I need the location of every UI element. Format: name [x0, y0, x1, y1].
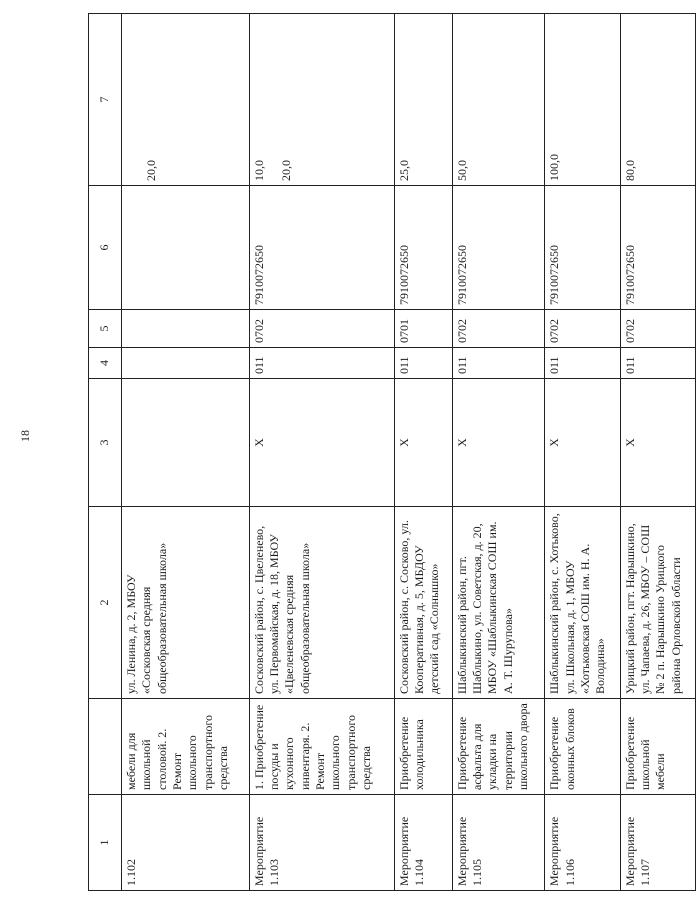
amount-value: 20,0	[278, 160, 293, 181]
code-011: 011	[620, 348, 695, 379]
code-011: 011	[545, 348, 620, 379]
address: Сосковский район, с. Сосково, ул. Кооперативная, д. 5, МБДОУ детский сад «Солнышко»	[394, 507, 452, 699]
amounts	[545, 14, 620, 186]
row-id: Мероприятие 1.105	[452, 795, 545, 891]
address: ул. Ленина, д. 2, МБОУ «Сосковская средняя общеобразовательная школа»	[122, 507, 250, 699]
activity-description: Приобретение оконных блоков	[545, 699, 620, 795]
row-id: Мероприятие 1.104	[394, 795, 452, 891]
row-id: Мероприятие 1.106	[545, 795, 620, 891]
table-row	[249, 14, 394, 891]
row-id: 1.102	[122, 795, 250, 891]
rotated-page-content	[88, 14, 696, 891]
amount-value: 10,0	[251, 160, 266, 181]
amounts	[394, 14, 452, 186]
row-id: Мероприятие 1.107	[620, 795, 695, 891]
activity-description: Приобретение асфальта для укладки на территории школьного двора	[452, 699, 545, 795]
section-code: 0702	[249, 310, 394, 348]
amount-value: 50,0	[454, 160, 469, 181]
target-article: 7910072650	[545, 186, 620, 310]
mark-x: Х	[452, 379, 545, 507]
col-header-7: 7	[89, 14, 122, 186]
address: Урицкий район, пгт. Нарышкино, ул. Чапаева, д. 26, МБОУ – СОШ № 2 п. Нарышкино Урицкого района Орловской области	[620, 507, 695, 699]
target-article	[122, 186, 250, 310]
amounts	[452, 14, 545, 186]
activity-description: Приобретение холодильника	[394, 699, 452, 795]
amounts	[122, 14, 250, 186]
header-row	[89, 14, 122, 891]
activity-description: 1. Приобретение посуды и кухонного инвентаря. 2. Ремонт школьного транспортного средства	[249, 699, 394, 795]
mark-x: Х	[249, 379, 394, 507]
col-header-1: 1	[89, 795, 122, 891]
budget-table	[88, 13, 696, 891]
address: Сосковский район, с. Цвеленево, ул. Первомайская, д. 18, МБОУ «Цвеленевская средняя общеобразовательная школа»	[249, 507, 394, 699]
target-article: 7910072650	[620, 186, 695, 310]
code-011: 011	[452, 348, 545, 379]
section-code: 0701	[394, 310, 452, 348]
section-code	[122, 310, 250, 348]
section-code: 0702	[545, 310, 620, 348]
page-number: 18	[18, 430, 32, 442]
table-row	[122, 14, 250, 891]
activity-description: Приобретение школьной мебели	[620, 699, 695, 795]
amounts	[620, 14, 695, 186]
rotated-table-wrapper	[88, 14, 696, 891]
col-header-3: 3	[89, 379, 122, 507]
row-id: Мероприятие 1.103	[249, 795, 394, 891]
col-header-6: 6	[89, 186, 122, 310]
code-011: 011	[249, 348, 394, 379]
code-011: 011	[394, 348, 452, 379]
code-011	[122, 348, 250, 379]
address: Шаблыкинский район, пгт. Шаблыкино, ул. Советская, д. 20, МБОУ «Шаблыкинская СОШ им. А. Т. Шурупова»	[452, 507, 545, 699]
col-header-5: 5	[89, 310, 122, 348]
amount-value: 20,0	[144, 160, 158, 181]
amount-value: 100,0	[547, 154, 562, 181]
amount-value: 80,0	[622, 160, 637, 181]
section-code: 0702	[452, 310, 545, 348]
table-row	[394, 14, 452, 891]
col-header-4: 4	[89, 348, 122, 379]
mark-x: Х	[545, 379, 620, 507]
table-row	[620, 14, 695, 891]
mark-x: Х	[394, 379, 452, 507]
amounts	[249, 14, 394, 186]
section-code: 0702	[620, 310, 695, 348]
amount-value: 25,0	[396, 160, 411, 181]
col-header-2: 2	[89, 507, 122, 699]
target-article: 7910072650	[249, 186, 394, 310]
table-row	[452, 14, 545, 891]
table-row	[545, 14, 620, 891]
target-article: 7910072650	[452, 186, 545, 310]
address: Шаблыкинский район, с. Хотьково, ул. Школьная, д. 1, МБОУ «Хотьковская СОШ им. Н. А. Володина»	[545, 507, 620, 699]
mark-x	[122, 379, 250, 507]
mark-x: Х	[620, 379, 695, 507]
activity-description: мебели для школьной столовой. 2. Ремонт школьного транспортного средства	[122, 699, 250, 795]
target-article: 7910072650	[394, 186, 452, 310]
